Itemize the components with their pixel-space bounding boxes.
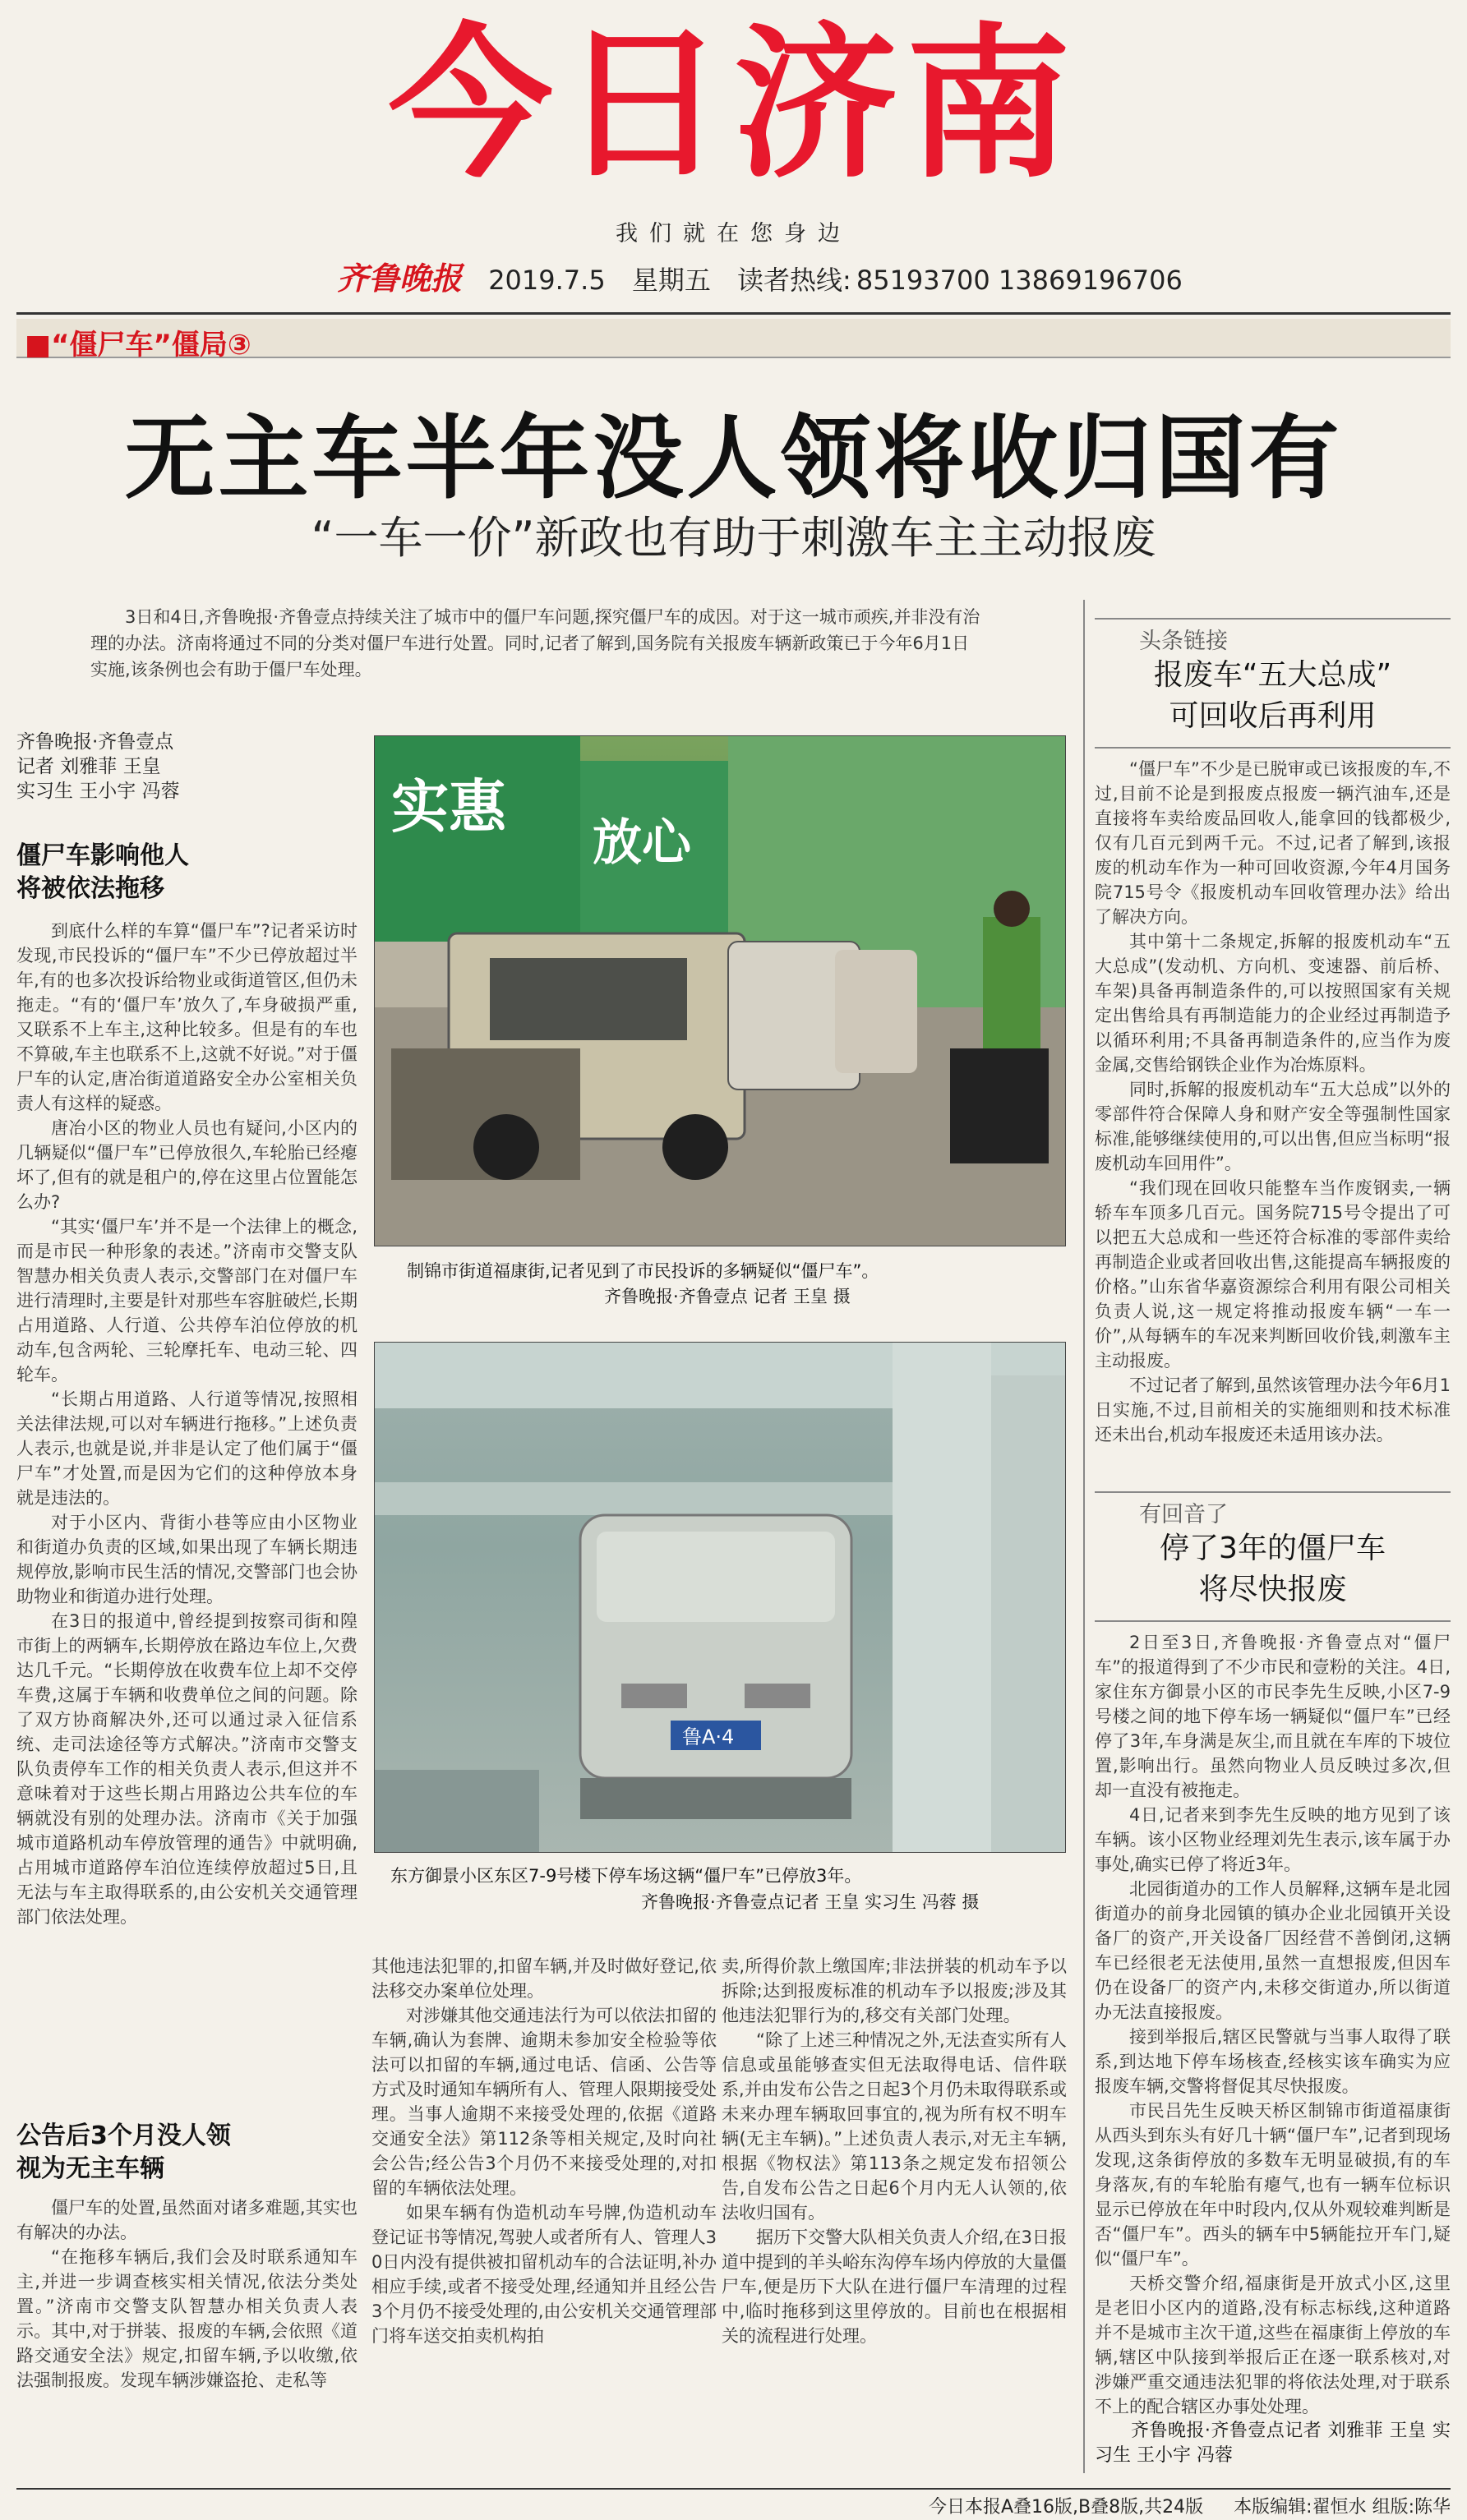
paragraph: 据历下交警大队相关负责人介绍,在3日报道中提到的羊头峪东沟停车场内停放的大量僵尸车,便是历下大队在进行僵尸车清理的过程中,临时拖移到这里停放的。目前也在根据相关的流程进行处理。 — [722, 2227, 1067, 2346]
paragraph: 不过记者了解到,虽然该管理办法今年6月1日实施,不过,目前相关的实施细则和技术标准还未出台,机动车报废还未适用该办法。 — [1095, 1375, 1451, 1444]
paragraph: 北园街道办的工作人员解释,这辆车是北园街道办的前身北园镇的镇办企业北园镇开关设备厂的资产,开关设备厂因经营不善倒闭,这辆车已经很老无法使用,虽然一直想报废,但因车仍在设备厂的资产内,未移交街道办,所以街道办无法直接报废。 — [1095, 1879, 1451, 2022]
title-line: 报废车“五大总成” — [1153, 658, 1392, 692]
masthead-slogan: 我们就在您身边 — [616, 221, 851, 246]
sidebar-title — [1095, 655, 1451, 737]
paragraph: 卖,所得价款上缴国库;非法拼装的机动车予以拆除;达到报废标准的机动车予以报废;涉及其他违法犯罪行为的,移交有关部门处理。 — [722, 1956, 1067, 2025]
heading-line: 公告后3个月没人领 — [16, 2121, 231, 2150]
paragraph: 僵尸车的处置,虽然面对诸多难题,其实也有解决的办法。 — [16, 2198, 358, 2242]
paragraph: 对于小区内、背街小巷等应由小区物业和街道办负责的区域,如果出现了车辆长期违规停放,影响市民生活的情况,交警部门也会协助物业和街道办进行处理。 — [16, 1513, 358, 1606]
photo-street-cars-illustration — [375, 736, 1065, 1246]
article-column-2 — [371, 1954, 717, 2348]
issue-info-bar — [337, 253, 1183, 299]
masthead-title: 今日济南 — [388, 9, 1079, 200]
footer-editor-info: 本版编辑:翟恒水 组版:陈华 — [1234, 2497, 1451, 2518]
paragraph: 其他违法犯罪的,扣留车辆,并及时做好登记,依法移交办案单位处理。 — [371, 1956, 717, 2001]
column-heading — [16, 840, 358, 905]
issue-date: 2019.7.5 — [488, 265, 606, 296]
byline-line: 实习生 王小宇 冯蓉 — [16, 781, 180, 802]
paragraph: 对涉嫌其他交通违法行为可以依法扣留的车辆,确认为套牌、逾期未参加安全检验等依法可以扣留的车辆,通过电话、信函、公告等方式及时通知车辆所有人、管理人限期接受处理。当事人逾期不来接受处理的,依据《道路交通安全法》第112条等相关规定,及时向社会公告;经公告3个月仍不来接受处理的,对扣留的车辆依法处理。 — [371, 2006, 717, 2198]
brand-logo: 齐鲁晚报 — [337, 260, 463, 297]
title-line: 停了3年的僵尸车 — [1160, 1532, 1386, 1565]
header-divider — [16, 312, 1451, 315]
paragraph: 唐冶小区的物业人员也有疑问,小区内的几辆疑似“僵尸车”已停放很久,车轮胎已经瘪坏了,但有的就是租户的,停在这里占位置能怎么办? — [16, 1118, 358, 1212]
sidebar-follow-up — [1095, 1491, 1451, 2468]
byline — [16, 730, 362, 804]
photo-garage-car-illustration — [375, 1343, 1065, 1852]
subheadline: “一车一价”新政也有助于刺激车主主动报废 — [311, 512, 1156, 564]
license-plate-text: 鲁A·4 — [682, 1725, 735, 1748]
paragraph: 其中第十二条规定,拆解的报废机动车“五大总成”(发动机、方向机、变速器、前后桥、车架)具备再制造条件的,可以按照国家有关规定出售给具有再制造能力的企业经过再制造予以循环利用;不具备再制造条件的,应当作为废金属,交售给钢铁企业作为冶炼原料。 — [1095, 932, 1451, 1075]
sidebar-label: 有回音了 — [1095, 1491, 1451, 1528]
heading-line: 将被依法拖移 — [16, 874, 164, 903]
paragraph: 4日,记者来到李先生反映的地方见到了该车辆。该小区物业经理刘先生表示,该车属于办事处,确实已停了将近3年。 — [1095, 1805, 1451, 1874]
photo-street-cars — [374, 735, 1066, 1246]
footer-edition-info: 今日本报A叠16版,B叠8版,共24版 — [929, 2497, 1204, 2518]
sidebar-title — [1095, 1528, 1451, 1610]
paragraph: 市民吕先生反映天桥区制锦市街道福康街从西头到东头有好几十辆“僵尸车”,记者到现场发现,这条街停放的多数车无明显破损,有的车身落灰,有的车轮胎有瘪气,也有一辆车位标识显示已停放在年中时段内,仅从外观较难判断是否“僵尸车”。西头的辆车中5辆能拉开车门,疑似“僵尸车”。 — [1095, 2101, 1451, 2269]
article-column-1 — [16, 840, 358, 1929]
hotline-label: 读者热线: — [737, 265, 851, 296]
paragraph: 接到举报后,辖区民警就与当事人取得了联系,到达地下停车场核查,经核实该车确实为应报废车辆,交警将督促其尽快报废。 — [1095, 2027, 1451, 2096]
lede-paragraph: 3日和4日,齐鲁晚报·齐鲁壹点持续关注了城市中的僵尸车问题,探究僵尸车的成因。对于这一城市顽疾,并非没有治理的办法。济南将通过不同的分类对僵尸车进行处置。同时,记者了解到,国务院有关报废车辆新政策已于今年6月1日实施,该条例也会有助于僵尸车处理。 — [90, 607, 980, 680]
sidebar-link-article — [1095, 618, 1451, 1447]
page-footer — [16, 2488, 1451, 2520]
paragraph: 2日至3日,齐鲁晚报·齐鲁壹点对“僵尸车”的报道得到了不少市民和壹粉的关注。4日,家住东方御景小区的市民李先生反映,小区7-9号楼之间的地下停车场一辆疑似“僵尸车”已经停了3年,车身满是灰尘,而且就在车库的下坡位置,影响出行。虽然向物业人员反映过多次,但却一直没有被拖走。 — [1095, 1633, 1451, 1800]
title-line: 将尽快报废 — [1198, 1573, 1347, 1606]
byline-line: 记者 刘雅菲 王皇 — [16, 756, 161, 777]
paragraph: 在3日的报道中,曾经提到按察司街和隍市街上的两辆车,长期停放在路边车位上,欠费达几千元。“长期停放在收费车位上却不交停车费,这属于车辆和收费单位之间的问题。除了双方协商解决外,还可以通过录入征信系统、走司法途径等方式解决。”济南市交警支队负责停车工作的相关负责人表示,但这并不意味着对于这些长期占用路边公共车位的车辆就没有别的处理办法。济南市《关于加强城市道路机动车停放管理的通告》中就明确,占用城市道路停车泊位连续停放超过5日,且无法与车主取得联系的,由公安机关交通管理部门依法处理。 — [16, 1611, 358, 1927]
heading-line: 视为无主车辆 — [16, 2154, 164, 2183]
paragraph: “其实‘僵尸车’并不是一个法律上的概念,而是市民一种形象的表述。”济南市交警支队智慧办相关负责人表示,交警部门在对僵尸车进行清理时,主要是针对那些车容脏破烂,长期占用道路、人行道、公共停车泊位停放的机动车,包含两轮、三轮摩托车、电动三轮、四轮车。 — [16, 1217, 358, 1384]
masthead — [0, 9, 1467, 200]
column-divider — [1083, 600, 1085, 2473]
paragraph: “在拖移车辆后,我们会及时联系通知车主,并进一步调查核实相关情况,依法分类处置。”济南市交警支队智慧办相关负责人表示。其中,对于拼装、报废的车辆,会依照《道路交通安全法》规定,扣留车辆,予以收缴,依法强制报废。发现车辆涉嫌盗抢、走私等 — [16, 2247, 358, 2390]
paragraph: 到底什么样的车算“僵尸车”?记者采访时发现,市民投诉的“僵尸车”不少已停放超过半年,有的也多次投诉给物业或街道管区,但仍未拖走。“有的‘僵尸车’放久了,车身破损严重,又联系不上车主,这种比较多。但是有的车也不算破,车主也联系不上,这就不好说。”对于僵尸车的认定,唐冶街道道路安全办公室相关负责人有这样的疑惑。 — [16, 921, 358, 1113]
byline-line: 齐鲁晚报·齐鲁壹点 — [16, 731, 174, 753]
article-column-1-part2 — [16, 2120, 358, 2393]
paragraph: “我们现在回收只能整车当作废钢卖,一辆轿车车顶多几百元。国务院715号令提出了可以把五大总成和一些还符合标准的零部件卖给再制造企业或者回收出售,这能提高车辆报废的价格。”山东省华嘉资源综合利用有限公司相关负责人说,这一规定将推动报废车辆“一车一价”,从每辆车的车况来判断回收价钱,刺激车主主动报废。 — [1095, 1178, 1451, 1371]
photo-garage-car — [374, 1342, 1066, 1853]
column-heading — [16, 2120, 358, 2186]
paragraph: 如果车辆有伪造机动车号牌,伪造机动车登记证书等情况,驾驶人或者所有人、管理人30日内没有提供被扣留机动车的合法证明,补办相应手续,或者不接受处理,经通知并且经公告3个月仍不接受处理的,由公安机关交通管理部门将车送交拍卖机构拍 — [371, 2203, 717, 2346]
headline: 无主车半年没人领将收归国有 — [124, 406, 1343, 511]
photo-1-caption: 制锦市街道福康街,记者见到了市民投诉的多辆疑似“僵尸车”。 — [407, 1261, 879, 1281]
paragraph: “除了上述三种情况之外,无法查实所有人信息或虽能够查实但无法取得电话、信件联系,并由发布公告之日起3个月仍未取得联系或未来办理车辆取回事宜的,视为所有权不明车辆(无主车辆)。”上述负责人表示,对无主车辆,根据《物权法》第113条之规定发布招领公告,自发布公告之日起6个月内无人认领的,依法收归国有。 — [722, 2030, 1067, 2223]
paragraph: “僵尸车”不少是已脱审或已该报废的车,不过,目前不论是到报废点报废一辆汽油车,还是直接将车卖给废品回收人,能拿回的钱都极少,仅有几百元到两千元。不过,记者了解到,该报废的机动车作为一种可回收资源,今年4月国务院715号令《报废机动车回收管理办法》给出了解决方向。 — [1095, 759, 1451, 927]
shop-sign-text: 实惠 — [391, 773, 506, 841]
photo-2-credit: 齐鲁晚报·齐鲁壹点记者 王皇 实习生 冯蓉 摄 — [641, 1892, 980, 1912]
heading-line: 僵尸车影响他人 — [16, 841, 189, 870]
article-column-3 — [722, 1954, 1067, 2348]
paragraph: 天桥交警介绍,福康街是开放式小区,这里是老旧小区内的道路,没有标志标线,这种道路并不是城市主次干道,这些在福康街上停放的车辆,辖区中队接到举报后正在逐一联系核对,对涉嫌严重交通违法犯罪的将依法处理,对于联系不上的配合辖区办事处处理。 — [1095, 2274, 1451, 2416]
title-line: 可回收后再利用 — [1169, 699, 1377, 733]
hotline-number: 85193700 13869196706 — [856, 265, 1183, 296]
sidebar-byline: 齐鲁晚报·齐鲁壹点记者 刘雅菲 王皇 实习生 王小宇 冯蓉 — [1095, 2421, 1451, 2466]
paragraph: 同时,拆解的报废机动车“五大总成”以外的零部件符合保障人身和财产安全等强制性国家标准,能够继续使用的,可以出售,但应当标明“报废机动车回用件”。 — [1095, 1080, 1451, 1173]
photo-1-credit: 齐鲁晚报·齐鲁壹点 记者 王皇 摄 — [604, 1287, 851, 1306]
shop-sign-text: 放心 — [593, 814, 691, 872]
issue-weekday: 星期五 — [631, 265, 711, 296]
section-tag: ■“僵尸车”僵局③ — [25, 329, 251, 362]
sidebar-label: 头条链接 — [1095, 618, 1451, 655]
paragraph: “长期占用道路、人行道等情况,按照相关法律法规,可以对车辆进行拖移。”上述负责人表示,也就是说,并非是认定了他们属于“僵尸车”才处置,而是因为它们的这种停放本身就是违法的。 — [16, 1389, 358, 1508]
photo-2-caption: 东方御景小区东区7-9号楼下停车场这辆“僵尸车”已停放3年。 — [390, 1866, 862, 1886]
